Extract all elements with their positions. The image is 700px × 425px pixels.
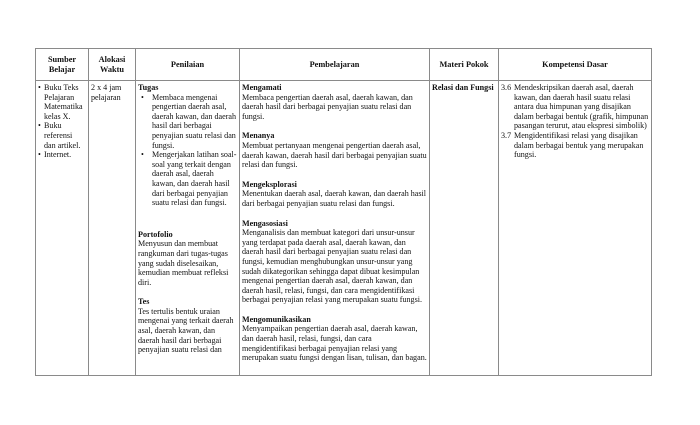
- step-mengamati: [242, 83, 427, 121]
- list-item: • Buku Teks Pelajaran Matematika kelas X.: [38, 83, 86, 121]
- lesson-plan-table: [35, 48, 652, 376]
- header-alokasi-waktu: Alokasi Waktu: [89, 49, 136, 81]
- penilaian-tes: [138, 297, 237, 355]
- kd-number: 3.7: [501, 130, 512, 140]
- header-kompetensi-dasar: Kompetensi Dasar: [499, 49, 652, 81]
- list-item: • Buku referensi dan artikel.: [38, 121, 86, 150]
- section-title: Tugas: [138, 83, 159, 92]
- section-title: Mengamati: [242, 83, 282, 92]
- section-title: Mengasosiasi: [242, 218, 288, 228]
- header-penilaian: Penilaian: [136, 49, 240, 81]
- cell-materi-pokok: Relasi dan Fungsi: [430, 81, 499, 376]
- source-list: [38, 83, 86, 160]
- cell-pembelajaran: [240, 81, 430, 376]
- section-text: Membaca pengertian daerah asal, daerah kawan, dan daerah hasil dari berbagai penyajian suatu relasi dan fungsi.: [242, 92, 413, 121]
- kd-text: Mendeskripsikan daerah asal, daerah kawan, dan daerah hasil suatu relasi antara dua himpunan yang disajikan dalam berbagai bentuk (grafik, himpunan pasangan terurut, atau ekspresi simbolik): [514, 83, 649, 131]
- section-text: Menganalisis dan membuat kategori dari unsur-unsur yang terdapat pada daerah asal, daerah kawan, dan daerah hasil dari berbagai penyajian suatu relasi dan fungsi, kemudian menghubungkan unsur-unsur yang sudah dikategorikan sehingga dapat dibuat kesimpulan mengenai pengertian daerah asal, daerah kawan, dan daerah hasil, relasi, fungsi, dan cara mengidentifikasi berbagai penyajian relasi yang merupakan suatu fungsi.: [242, 228, 423, 305]
- cell-sumber-belajar: [36, 81, 89, 376]
- kd-text: Mengidentifikasi relasi yang disajikan dalam berbagai bentuk yang merupakan fungsi.: [514, 130, 644, 160]
- header-sumber-belajar: Sumber Belajar: [36, 49, 89, 81]
- list-item: • Mengerjakan latihan soal-soal yang terkait dengan daerah asal, daerah kawan, dan daerah hasil dari berbagai penyajian suatu relasi dan fungsi.: [138, 150, 237, 208]
- step-menanya: [242, 131, 427, 169]
- section-title: Tes: [138, 297, 150, 307]
- penilaian-portofolio: [138, 230, 237, 288]
- section-text: Menentukan daerah asal, daerah kawan, dan daerah hasil dari berbagai penyajian suatu relasi dan fungsi.: [242, 189, 427, 208]
- section-title: Portofolio: [138, 229, 173, 239]
- section-text: Membuat pertanyaan mengenai pengertian daerah asal, daerah kawan, daerah hasil dari berbagai penyajian suatu relasi dan fungsi.: [242, 140, 427, 170]
- section-text: Menyampaikan pengertian daerah asal, daerah kawan, dan daerah hasil, relasi, fungsi, dan cara mengidentifikasi berbagai penyajian relasi yang merupakan suatu fungsi dengan lisan, tulisan, dan bagan.: [242, 324, 427, 363]
- cell-penilaian: [136, 81, 240, 376]
- section-text: Tes tertulis bentuk uraian mengenai yang terkait daerah asal, daerah kawan, dan daerah hasil dari berbagai penyajian suatu relasi dan: [138, 306, 234, 355]
- kd-item: [501, 83, 649, 131]
- penilaian-tugas: [138, 83, 237, 208]
- list-item: • Membaca mengenai pengertian daerah asal, daerah kawan, dan daerah hasil dari berbagai penyajian suatu relasi dan fungsi.: [138, 93, 237, 151]
- section-title: Menanya: [242, 131, 275, 141]
- step-mengasosiasi: [242, 219, 427, 305]
- cell-kompetensi-dasar: [499, 81, 652, 376]
- list-item: • Internet.: [38, 150, 86, 160]
- section-title: Mengeksplorasi: [242, 179, 297, 189]
- section-title: Mengomunikasikan: [242, 314, 311, 324]
- kd-number: 3.6: [501, 83, 512, 92]
- header-row: [36, 49, 652, 81]
- step-mengomunikasikan: [242, 315, 427, 363]
- section-text: Menyusun dan membuat rangkuman dari tugas-tugas yang sudah diselesaikan, kemudian membuat refleksi diri.: [138, 239, 229, 287]
- cell-alokasi-waktu: 2 x 4 jam pelajaran: [89, 81, 136, 376]
- header-pembelajaran: Pembelajaran: [240, 49, 430, 81]
- header-materi-pokok: Materi Pokok: [430, 49, 499, 81]
- table-row: [36, 81, 652, 376]
- step-mengeksplorasi: [242, 180, 427, 209]
- tugas-list: [138, 93, 237, 208]
- kd-item: [501, 131, 649, 160]
